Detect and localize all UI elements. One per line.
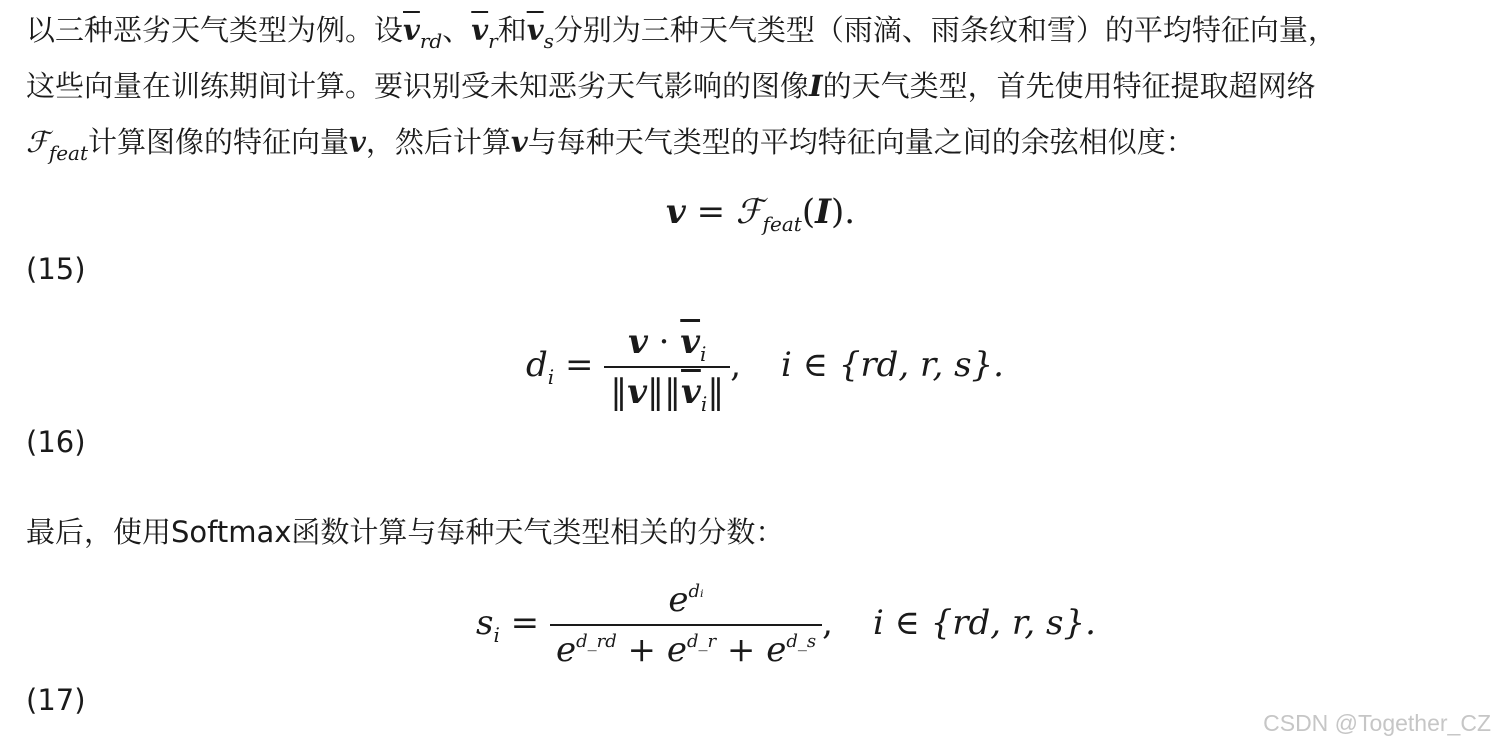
eq15-arg: I [815, 192, 831, 232]
paragraph-line-2 [26, 64, 1316, 105]
eq16-num-v: v [628, 322, 648, 362]
eq15-open: ( [801, 192, 816, 232]
text-segment: 分别为三种天气类型（雨滴、雨条纹和雪）的平均特征向量， [553, 13, 1337, 47]
text-segment: ，然后计算 [365, 125, 511, 159]
eq17-den-e1: e [555, 630, 577, 670]
eq16-den-v: v [627, 372, 648, 412]
eq17-num-sup: dᵢ [688, 581, 704, 602]
equation-15 [666, 192, 856, 236]
eq17-den-plus1: + [616, 630, 667, 670]
eq16-num-vi: $\overline{v}$ [680, 322, 701, 362]
text-segment: 的天气类型，首先使用特征提取超网络 [822, 69, 1316, 103]
eq15-equals: = [685, 192, 736, 232]
eq17-equals: = [499, 603, 550, 643]
math-F: ℱ [26, 125, 49, 159]
eq16-num-dot: · [647, 322, 681, 362]
eq17-den-sup2: d_r [686, 631, 717, 652]
math-subscript: rd [419, 29, 443, 53]
watermark: CSDN @Together_CZ [1263, 710, 1491, 736]
eq17-condition: i ∈ {rd, r, s}. [872, 603, 1096, 643]
math-subscript: r [488, 29, 498, 53]
math-subscript: feat [48, 141, 89, 165]
math-v: v [510, 125, 528, 159]
eq15-F: ℱ [735, 192, 763, 232]
math-v: v [349, 125, 366, 159]
text-segment: 计算图像的特征向量 [88, 125, 350, 159]
text-segment: 与每种天气类型的平均特征向量之间的余弦相似度： [527, 125, 1195, 159]
text-segment: 这些向量在训练期间计算。要识别受未知恶劣天气影响的图像 [26, 69, 810, 103]
equation-number-16: (16) [26, 425, 86, 459]
eq17-den-sup1: d_rd [576, 631, 617, 652]
paragraph-line-3 [26, 120, 1195, 165]
eq17-denominator [550, 626, 822, 670]
eq15-lhs: v [666, 192, 686, 232]
eq17-num-e: e [668, 580, 689, 620]
eq15-close: ). [830, 192, 856, 232]
eq16-den-vi: $\overline{v}$ [681, 372, 701, 412]
eq16-condition: i ∈ {rd, r, s}. [781, 345, 1004, 385]
math-v-bar: $\overline{v}$ [403, 13, 420, 47]
eq17-lhs: s [476, 603, 494, 643]
equation-number-17: (17) [26, 683, 86, 717]
text-segment: 、 [442, 13, 472, 47]
math-v-bar: $\overline{v}$ [471, 13, 489, 47]
eq16-den-close: ‖ [707, 372, 725, 412]
eq15-sub: feat [762, 212, 802, 236]
eq16-fraction [604, 322, 730, 416]
eq16-equals: = [554, 345, 605, 385]
eq17-den-sup3: d_s [786, 631, 817, 652]
eq17-lhs-sub: i [493, 623, 500, 647]
eq16-lhs-sub: i [547, 365, 555, 389]
eq16-lhs: d [526, 345, 548, 385]
eq17-den-plus2: + [716, 630, 767, 670]
paragraph-line-1 [26, 8, 1337, 53]
math-subscript: s [543, 29, 554, 53]
eq16-den-open: ‖ [610, 372, 628, 412]
eq17-fraction [550, 580, 822, 670]
eq16-comma: , [730, 345, 742, 385]
text-segment: 以三种恶劣天气类型为例。设 [26, 13, 404, 47]
eq16-den-vi-sub: i [700, 392, 708, 416]
paragraph-line-4: 最后，使用Softmax函数计算与每种天气类型相关的分数： [26, 515, 785, 549]
eq16-num-vi-sub: i [700, 342, 707, 366]
equation-number-15: (15) [26, 252, 86, 286]
equation-17 [476, 580, 1096, 670]
text-segment: 和 [497, 13, 527, 47]
eq16-numerator [604, 322, 730, 368]
math-I: I [809, 69, 823, 103]
math-v-bar: $\overline{v}$ [526, 13, 544, 47]
eq16-denominator [604, 368, 730, 416]
eq17-den-e2: e [666, 630, 687, 670]
eq17-numerator [550, 580, 822, 626]
eq16-den-mid: ‖‖ [647, 372, 682, 412]
eq17-comma: , [822, 603, 833, 643]
eq17-den-e3: e [766, 630, 787, 670]
equation-16 [526, 322, 1004, 416]
